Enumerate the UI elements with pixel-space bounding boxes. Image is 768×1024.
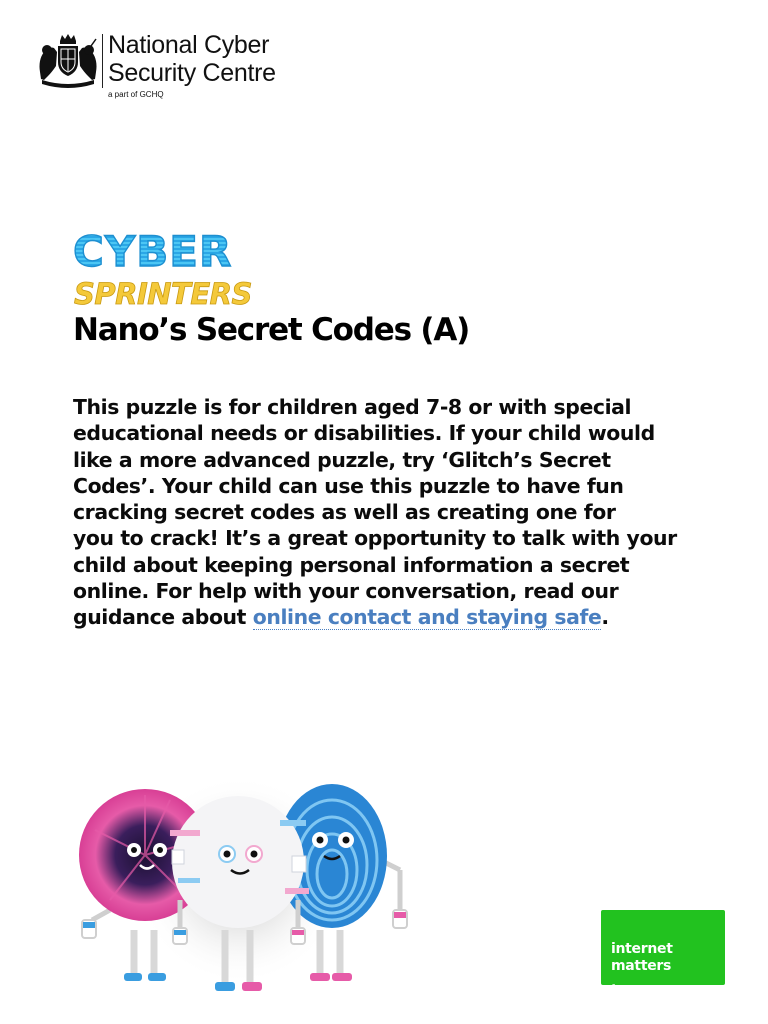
brand-word-sprinters: SPRINTERS	[74, 277, 252, 310]
org-name	[108, 31, 276, 87]
badge-word-org: org	[611, 992, 634, 1008]
cyber-sprinters-logo	[72, 226, 262, 310]
intro-line: cracking secret codes as well as creating one for	[73, 500, 616, 525]
brand-word-cyber: CYBER	[73, 227, 233, 276]
org-subtitle: a part of GCHQ	[108, 90, 164, 99]
intro-line: online. For help with your conversation, read our	[73, 579, 619, 604]
org-name-line1: National Cyber	[108, 31, 270, 59]
intro-line: like a more advanced puzzle, try ‘Glitch’s Secret	[73, 447, 611, 472]
org-name-line2: Security Centre	[108, 59, 276, 87]
royal-coat-of-arms-icon	[36, 32, 100, 88]
intro-paragraph	[73, 394, 703, 631]
intro-line: This puzzle is for children aged 7-8 or with special	[73, 395, 632, 419]
intro-line: Codes’. Your child can use this puzzle to have fun	[73, 473, 624, 498]
intro-last-suffix: .	[601, 605, 609, 630]
internet-matters-wordmark	[611, 941, 673, 1009]
online-contact-link[interactable]: online contact and staying safe	[252, 605, 602, 630]
badge-line1: internet	[611, 941, 673, 957]
badge-dot: .	[611, 975, 617, 991]
intro-last-prefix: guidance about	[73, 605, 253, 630]
internet-matters-badge	[601, 910, 725, 1008]
page-title: Nano’s Secret Codes (A)	[73, 312, 470, 348]
logo-divider	[102, 34, 103, 88]
badge-line2	[611, 958, 673, 1009]
badge-word-matters: matters	[611, 958, 672, 974]
intro-last-line	[73, 604, 703, 630]
cyber-characters-illustration	[70, 770, 420, 1000]
intro-line: educational needs or disabilities. If your child would	[73, 421, 655, 446]
intro-line: child about keeping personal information a secret	[73, 552, 630, 577]
intro-line: you to crack! It’s a great opportunity to talk with your	[73, 526, 677, 551]
ncsc-logo	[36, 32, 306, 104]
